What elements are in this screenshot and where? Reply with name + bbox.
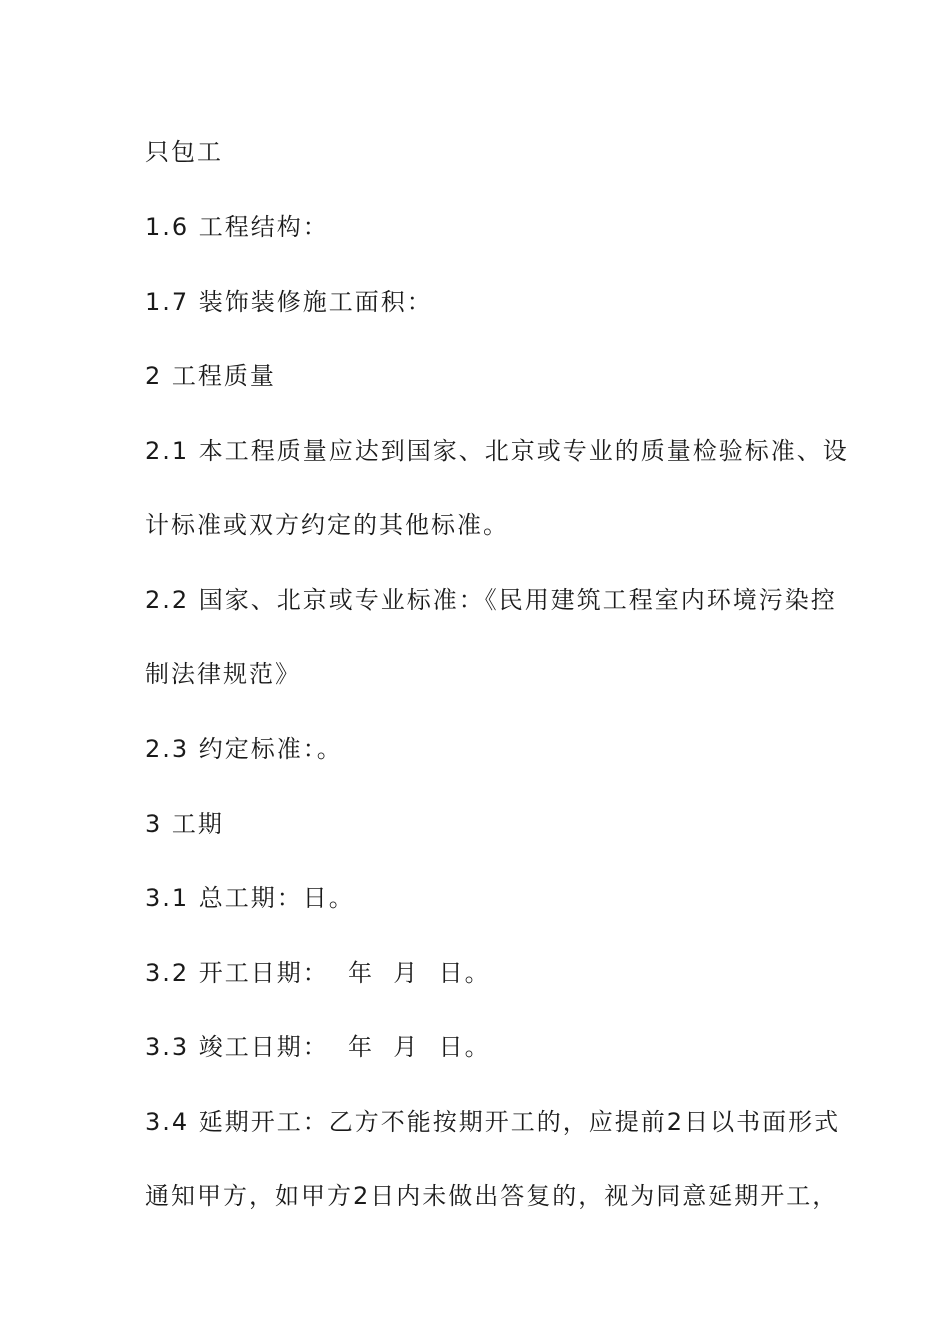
text-line: 3.4 延期开工：乙方不能按期开工的，应提前2日以书面形式 <box>145 1108 841 1136</box>
text-line: 2.1 本工程质量应达到国家、北京或专业的质量检验标准、设 <box>145 437 849 465</box>
section-heading: 1.6 工程结构： <box>145 213 329 241</box>
text-line: 计标准或双方约定的其他标准。 <box>145 511 509 539</box>
section-heading: 2 工程质量 <box>145 362 276 390</box>
text-line: 只包工 <box>145 138 223 166</box>
text-line: 通知甲方，如甲方2日内未做出答复的，视为同意延期开工， <box>145 1182 839 1210</box>
text-line: 2.2 国家、北京或专业标准：《民用建筑工程室内环境污染控 <box>145 586 837 614</box>
text-line: 3.2 开工日期： 年 月 日。 <box>145 959 491 987</box>
text-line: 2.3 约定标准：。 <box>145 735 343 763</box>
text-line: 3.1 总工期：日。 <box>145 884 355 912</box>
text-line: 3.3 竣工日期： 年 月 日。 <box>145 1033 491 1061</box>
text-line: 制法律规范》 <box>145 660 301 688</box>
section-heading: 3 工期 <box>145 810 224 838</box>
section-heading: 1.7 装饰装修施工面积： <box>145 288 433 316</box>
